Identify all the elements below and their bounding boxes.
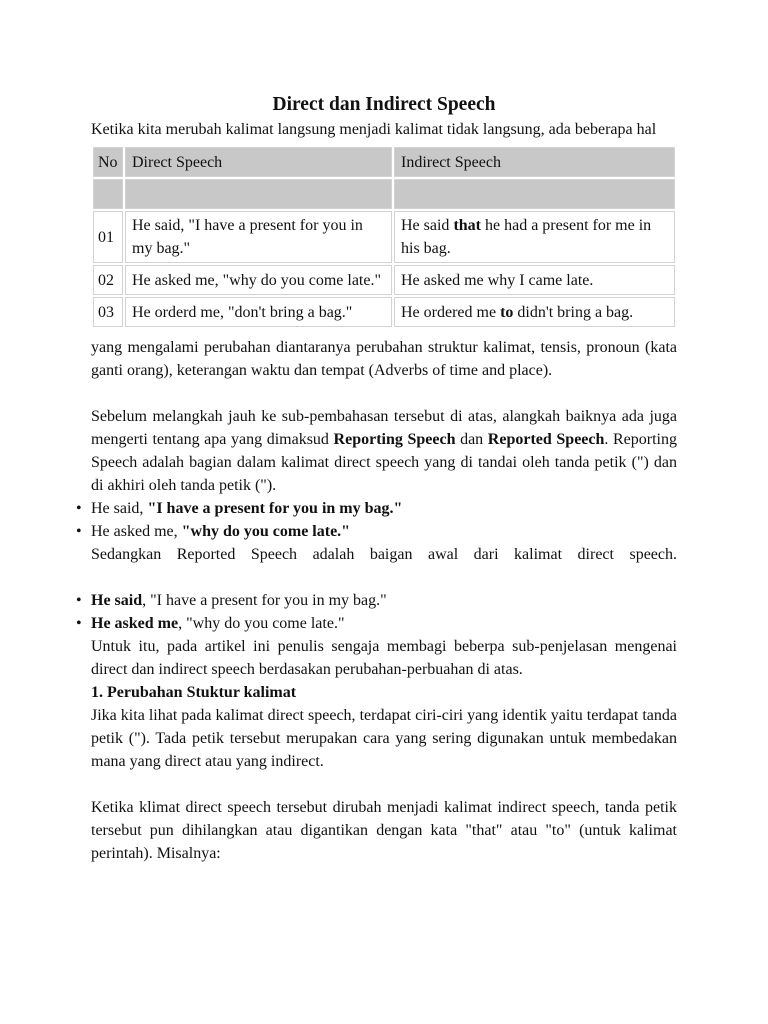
paragraph-untuk-itu: Untuk itu, pada artikel ini penulis sengaja membagi beberpa sub-penjelasan mengenai direct dan indirect speech berdasakan perubahan-perbuahan di atas. (91, 638, 677, 678)
bold-term: Reported Speech (487, 431, 605, 448)
intro-text: Ketika kita merubah kalimat langsung menjadi kalimat tidak langsung, ada beberapa hal (91, 121, 657, 138)
paragraph-continuation: yang mengalami perubahan diantaranya perubahan struktur kalimat, tensis, pronoun (kata ganti orang), keterangan waktu dan tempat (Adverbs of time and place). (91, 339, 677, 379)
list-item-bold: He asked me (91, 615, 179, 632)
speech-comparison-table (91, 145, 677, 329)
list-item (76, 589, 677, 612)
empty-cell (93, 179, 123, 209)
section-heading: 1. Perubahan Stuktur kalimat (91, 684, 297, 701)
cell-indirect (394, 297, 675, 327)
table-header-row (93, 147, 675, 177)
document-title: Direct dan Indirect Speech (272, 94, 496, 115)
cell-indirect (394, 211, 675, 263)
bullet-list-reporting (76, 497, 677, 543)
table-header-direct: Direct Speech (125, 147, 392, 177)
table-row (93, 211, 675, 263)
cell-direct: He orderd me, "don't bring a bag." (125, 297, 392, 327)
indirect-text: didn't bring a bag. (513, 303, 634, 321)
bullet-icon: • (76, 500, 82, 517)
list-item-text: , "I have a present for you in my bag." (142, 592, 387, 609)
bullet-icon: • (76, 592, 82, 609)
indirect-text: He ordered me (401, 303, 501, 321)
paragraph-reporting-speech (91, 405, 677, 497)
bold-keyword: that (453, 217, 481, 234)
list-item-bold: "I have a present for you in my bag." (147, 500, 403, 517)
list-item-text: He asked me, (91, 523, 182, 540)
bullet-icon: • (76, 615, 82, 632)
list-item (76, 612, 677, 635)
table-row (93, 265, 675, 295)
bold-keyword: to (500, 303, 514, 321)
empty-cell (394, 179, 675, 209)
cell-indirect: He asked me why I came late. (394, 265, 675, 295)
document-body (76, 92, 677, 865)
bold-term: Reporting Speech (333, 431, 456, 448)
cell-no: 02 (93, 265, 123, 295)
bullet-list-reported (76, 589, 677, 635)
table-header-indirect: Indirect Speech (394, 147, 675, 177)
paragraph-text: Sebelum melangkah jauh ke sub-pembahasan tersebut di atas, alangkah baiknya ada juga mengerti tentang apa yang dimaksud (91, 408, 677, 448)
table-empty-row (93, 179, 675, 209)
cell-no: 01 (93, 211, 123, 263)
list-item-bold: He said (91, 592, 143, 609)
paragraph-ketika: Ketika klimat direct speech tersebut dirubah menjadi kalimat indirect speech, tanda petik tersebut pun dihilangkan atau digantikan dengan kata "that" atau "to" (untuk kalimat perintah). Misalnya: (91, 799, 677, 862)
table-header-no: No (93, 147, 123, 177)
indirect-text: He said (401, 217, 454, 234)
list-item-bold: "why do you come late." (181, 523, 351, 540)
table-row (93, 297, 675, 327)
empty-cell (125, 179, 392, 209)
list-item-text: He said, (91, 500, 148, 517)
cell-no: 03 (93, 297, 123, 327)
paragraph-text: . Reporting Speech adalah bagian dalam kalimat direct speech yang di tandai oleh tanda petik (") dan di akhiri oleh tanda petik ("). (91, 431, 677, 494)
list-item (76, 520, 677, 543)
list-item-text: , "why do you come late." (178, 615, 345, 632)
cell-direct: He said, "I have a present for you in my bag." (125, 211, 392, 263)
indirect-text: he had a present for me in his bag. (401, 217, 652, 257)
list-item (76, 497, 677, 520)
paragraph-text: dan (455, 431, 488, 448)
paragraph-jika: Jika kita lihat pada kalimat direct speech, terdapat ciri-ciri yang identik yaitu terdapat tanda petik ("). Tada petik tersebut merupakan cara yang sering digunakan untuk membedakan mana yang direct atau yang indirect. (91, 707, 677, 770)
cell-direct: He asked me, "why do you come late." (125, 265, 392, 295)
bullet-icon: • (76, 523, 82, 540)
paragraph-reported-speech: Sedangkan Reported Speech adalah baigan awal dari kalimat direct speech. (91, 546, 677, 563)
